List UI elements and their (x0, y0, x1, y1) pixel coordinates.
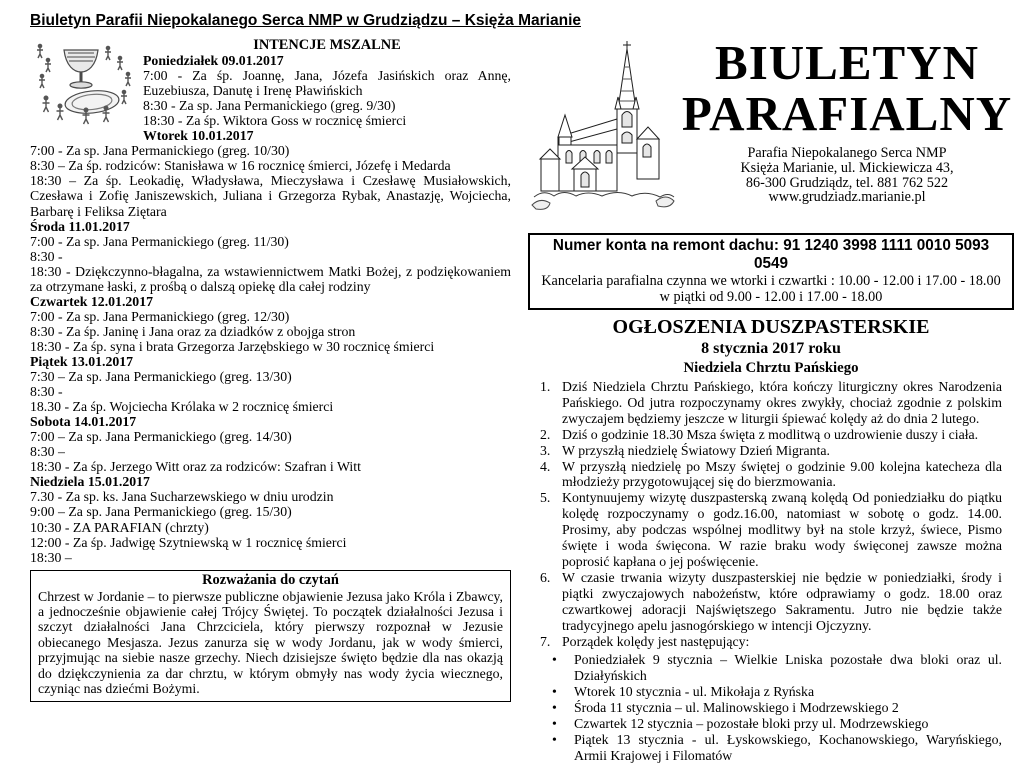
mass-entry: 18:30 - Dziękczynno-błagalna, za wstawiennictwem Matki Bożej, z podziękowaniem za otrzymane łaski, z prośbą o dalszą opiekę dla całej rodziny (30, 263, 511, 294)
day-title: Piątek 13.01.2017 (30, 353, 134, 369)
mass-entry: 7:30 – Za sp. Jana Permanickiego (greg. 13/30) (30, 369, 292, 385)
day-entries (30, 369, 511, 414)
day-block (30, 128, 511, 218)
item-text: W czasie trwania wizyty duszpasterskiej nie będzie w poniedziałki, środy i piątki zwyczajowych nabożeństw, które odprawiamy o godz. 18.00 oraz czwartkowej adoracji Najświętszego Sakramentu. Jutro nie będzie także tradycyjnego apelu jasnogórskiego w intencji Ojczyzny. (562, 569, 1002, 633)
day-title: Poniedziałek 09.01.2017 (143, 53, 284, 69)
day-block (30, 354, 511, 414)
day-title: Niedziela 15.01.2017 (30, 474, 150, 490)
day-title: Wtorek 10.01.2017 (143, 128, 254, 144)
bullet-icon: • (552, 731, 557, 747)
bullet-icon: • (552, 684, 557, 700)
left-column (30, 12, 581, 702)
right-column (528, 4, 1014, 764)
office-hours-line1: Kancelaria parafialna czynna we wtorki i czwartki : 10.00 - 12.00 i 17.00 - 18.00 (541, 273, 1001, 289)
chalice-host-icon (34, 40, 137, 127)
announcement-item (528, 490, 1002, 570)
mass-intentions-section (30, 38, 511, 702)
day-block (30, 414, 511, 474)
announcements-subtitle: Niedziela Chrztu Pańskiego (683, 360, 859, 376)
bullet-item (528, 684, 1002, 700)
day-title: Środa 11.01.2017 (30, 218, 130, 234)
mass-entry: 18:30 - Za śp. Wiktora Goss w rocznicę śmierci (143, 113, 407, 129)
masthead-title-line2: PARAFIALNY (681, 86, 1013, 141)
day-block (30, 474, 511, 564)
mass-entry: 8:30 - Za sp. Jana Permanickiego (greg. 9/30) (143, 98, 396, 114)
church-icon (528, 39, 680, 225)
item-text: Dziś Niedziela Chrztu Pańskiego, która kończy liturgiczny okres Narodzenia Pańskiego. Od jutra rozpoczynamy okres zwykły, chociaż zgodnie z polskim zwyczajem będziemy jeszcze w liturgii śpiewać kolędy aż do dnia 2 lutego. (562, 379, 1002, 426)
item-number: 5. (540, 490, 551, 506)
announcement-item (528, 379, 1002, 427)
announcement-item (528, 459, 1002, 491)
mass-entry: 7:00 – Za sp. Jana Permanickiego (greg. 14/30) (30, 429, 292, 445)
day-block (30, 219, 511, 294)
day-blocks (30, 128, 511, 564)
day-entries (30, 234, 511, 294)
item-text: W przyszłą niedzielę Światowy Dzień Migranta. (562, 442, 830, 458)
item-number: 2. (540, 426, 551, 442)
mass-entry: 7:00 - Za sp. Jana Permanickiego (greg. 11/30) (30, 233, 289, 249)
readings-body: Chrzest w Jordanie – to pierwsze publiczne objawienie Jezusa jako Króla i Zbawcy, a jednocześnie objawienie całej Trójcy Świętej. To początek działalności Jezusa i szczyt działalności Jana Chrzciciela, który pierwszy rozpoznał w Jezusie obiecanego Mesjasza. Jezus zanurza się w wody Jordanu, jak w wody śmierci, przyjmując na siebie nasze grzechy. Niech dzisiejsze święto będzie dla nas okazją do dziękczynienia za dar chrztu, w którym obmyły nas wody życia wiecznego, czyniąc nas dziećmi Bożymi. (38, 588, 503, 697)
mass-entry: 18:30 - Za śp. syna i brata Grzegorza Jarzębskiego w 30 rocznicę śmierci (30, 338, 435, 354)
announcement-item (528, 427, 1002, 443)
mass-entry: 18.30 - Za śp. Wojciecha Królaka w 2 rocznicę śmierci (30, 399, 334, 415)
announcements-title: OGŁOSZENIA DUSZPASTERSKIE (612, 316, 930, 338)
masthead (528, 37, 1014, 229)
day-block (30, 294, 511, 354)
masthead-title-line1: BIULETYN (715, 35, 979, 90)
mass-entry: 18:30 – (30, 549, 72, 565)
day-entries (30, 143, 511, 218)
item-number: 3. (540, 442, 551, 458)
mass-entry: 7.30 - Za sp. ks. Jana Sucharzewskiego w dniu urodzin (30, 489, 334, 505)
announcements-date: 8 stycznia 2017 roku (701, 340, 841, 357)
day-title: Czwartek 12.01.2017 (30, 293, 153, 309)
announcement-item (528, 443, 1002, 459)
item-number: 1. (540, 379, 551, 394)
bullet-item (528, 732, 1002, 764)
item-text: Dziś o godzinie 18.30 Msza święta z modlitwą o uzdrowienie duszy i ciała. (562, 426, 979, 442)
day-entries (30, 429, 511, 474)
mass-entry: 10:30 - ZA PARAFIAN (chrzty) (30, 519, 209, 535)
mass-intentions-title: INTENCJE MSZALNE (253, 37, 401, 53)
item-number: 6. (540, 569, 551, 585)
mass-entry: 8:30 - (30, 248, 63, 264)
bullet-text: Czwartek 12 stycznia – pozostałe bloki przy ul. Modrzewskiego (574, 716, 929, 732)
mass-entry: 8:30 - (30, 384, 63, 400)
readings-title: Rozważania do czytań (202, 571, 339, 588)
mass-entry: 7:00 - Za śp. Joannę, Jana, Józefa Jasińskich oraz Annę, Euzebiusza, Danutę i Irenę Pławińskich (143, 68, 511, 99)
address-line: Parafia Niepokalanego Serca NMP (747, 145, 947, 161)
announcements-numbered-list (528, 379, 1014, 649)
mass-entry: 18:30 – Za śp. Leokadię, Władysława, Mieczysława i Czesławę Musiałowskich, Czesława i Zofię Janiszewskich, Juliana i Grzegorza Rybak, Anastazję, Wojciecha, Barbarę i Feliksa Ziętara (30, 173, 511, 219)
bulletin-header-title: Biuletyn Parafii Niepokalanego Serca NMP w Grudziądzu – Księża Marianie (30, 12, 581, 29)
bullet-icon: • (552, 716, 557, 732)
bullet-text: Środa 11 stycznia – ul. Malinowskiego i Modrzewskiego 2 (574, 700, 899, 716)
bullet-item (528, 652, 1002, 684)
mass-entry: 12:00 - Za śp. Jadwigę Szytniewską w 1 rocznicę śmierci (30, 534, 347, 550)
item-number: 4. (540, 458, 551, 474)
account-number-line: Numer konta na remont dachu: 91 1240 3998 1111 0010 5093 0549 (552, 237, 990, 272)
readings-box (30, 570, 511, 703)
bullet-icon: • (552, 700, 557, 716)
day-entries (30, 489, 511, 564)
mass-entry: 9:00 – Za sp. Jana Permanickiego (greg. 15/30) (30, 504, 292, 520)
item-number: 7. (540, 633, 551, 649)
mass-entry: 7:00 - Za sp. Jana Permanickiego (greg. 10/30) (30, 143, 290, 159)
bullet-text: Poniedziałek 9 stycznia – Wielkie Lniska pozostałe dwa bloki oraz ul. Działyńskich (574, 652, 1002, 684)
address-line: Księża Marianie, ul. Mickiewicza 43, (740, 159, 954, 176)
announcement-item (528, 570, 1002, 634)
announcement-item (528, 634, 1002, 650)
bullet-item (528, 716, 1002, 732)
bullet-text: Piątek 13 stycznia - ul. Łyskowskiego, Kochanowskiego, Waryńskiego, Armii Krajowej i Filomatów (574, 731, 1002, 763)
bullet-item (528, 700, 1002, 716)
item-text: Porządek kolędy jest następujący: (562, 633, 750, 649)
mass-entry: 8:30 – (30, 444, 65, 460)
address-line: www.grudziadz.marianie.pl (768, 189, 926, 206)
mass-entry: 8:30 – Za śp. rodziców: Stanisława w 16 rocznicę śmierci, Józefę i Medarda (30, 158, 451, 174)
day-title: Sobota 14.01.2017 (30, 414, 137, 430)
mass-entry: 7:00 - Za sp. Jana Permanickiego (greg. 12/30) (30, 308, 290, 324)
office-hours-line2: w piątki od 9.00 - 12.00 i 17.00 - 18.00 (659, 289, 883, 305)
mass-entry: 18:30 - Za śp. Jerzego Witt oraz za rodziców: Szafran i Witt (30, 459, 361, 475)
announcements-bullet-list (528, 652, 1014, 763)
bullet-text: Wtorek 10 stycznia - ul. Mikołaja z Ryńska (574, 684, 815, 700)
day-entries (30, 309, 511, 354)
bullet-icon: • (552, 652, 557, 668)
account-info-box (528, 233, 1014, 310)
mass-entry: 8:30 - Za śp. Janinę i Jana oraz za dziadków z obojga stron (30, 323, 356, 339)
item-text: W przyszłą niedzielę po Mszy świętej o godzinie 9.00 kolejna katecheza dla młodzieży przygotowującej się do bierzmowania. (562, 458, 1002, 490)
address-line: 86-300 Grudziądz, tel. 881 762 522 (745, 174, 949, 191)
item-text: Kontynuujemy wizytę duszpasterską zwaną kolędą Od poniedziałku do piątku kolędę rozpoczynamy o godz.16.00, natomiast w sobotę o godz. 14.00. Prosimy, aby podczas wspólnej modlitwy był na stole krzyż, świece, Pismo święte i woda święcona. W razie braku wody święconej zawsze można poprosić kapłana o jej poświęcenie. (562, 490, 1002, 569)
